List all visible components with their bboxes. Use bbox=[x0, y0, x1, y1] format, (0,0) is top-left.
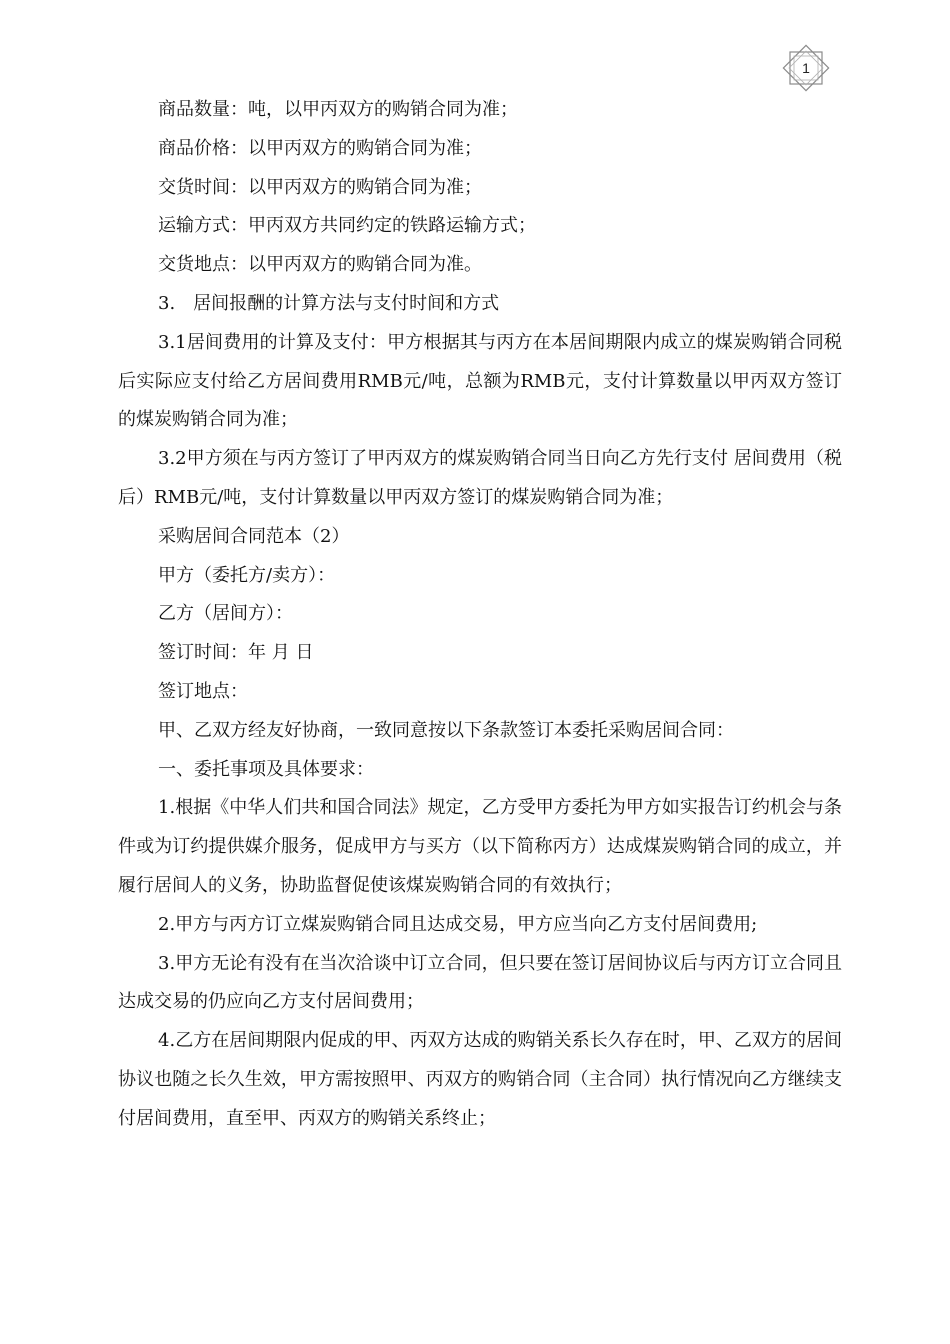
page-number: 1 bbox=[802, 60, 810, 76]
paragraph: 甲、乙双方经友好协商，一致同意按以下条款签订本委托采购居间合同： bbox=[158, 719, 734, 741]
paragraph: 运输方式：甲丙双方共同约定的铁路运输方式； bbox=[158, 215, 536, 237]
paragraph: 商品价格：以甲丙双方的购销合同为准； bbox=[158, 137, 482, 159]
paragraph: 3.1居间费用的计算及支付：甲方根据其与丙方在本居间期限内成立的煤炭购销合同税后实际应支付给乙方居间费用RMB元/吨，总额为RMB元，支付计算数量以甲丙双方签订的煤炭购销合同为准； bbox=[118, 331, 842, 431]
signing-place-line: 签订地点： bbox=[158, 680, 248, 702]
document-title: 采购居间合同范本（2） bbox=[158, 525, 350, 547]
paragraph: 商品数量：吨，以甲丙双方的购销合同为准； bbox=[158, 99, 518, 120]
clause: 2.甲方与丙方订立煤炭购销合同且达成交易，甲方应当向乙方支付居间费用; bbox=[158, 913, 758, 935]
party-b-line: 乙方（居间方）： bbox=[158, 603, 293, 625]
clause: 4.乙方在居间期限内促成的甲、丙双方达成的购销关系长久存在时，甲、乙双方的居间协议也随之长久生效，甲方需按照甲、丙双方的购销合同（主合同）执行情况向乙方继续支付居间费用，直至甲、丙双方的购销关系终止； bbox=[118, 1030, 842, 1129]
paragraph: 交货地点：以甲丙双方的购销合同为准。 bbox=[158, 254, 482, 276]
clause: 3.甲方无论有没有在当次洽谈中订立合同，但只要在签订居间协议后与丙方订立合同且达成交易的仍应向乙方支付居间费用； bbox=[118, 952, 842, 1013]
section-heading: 一、委托事项及具体要求： bbox=[158, 758, 374, 780]
paragraph: 交货时间：以甲丙双方的购销合同为准； bbox=[158, 176, 482, 198]
signing-date-line: 签订时间：年 月 日 bbox=[158, 642, 314, 664]
paragraph: 3.2甲方须在与丙方签订了甲丙双方的煤炭购销合同当日向乙方先行支付 居间费用（税后）RMB元/吨，支付计算数量以甲丙双方签订的煤炭购销合同为准； bbox=[118, 448, 842, 508]
page-number-badge bbox=[778, 40, 834, 96]
document-body bbox=[118, 91, 842, 1139]
section-heading: 3. 居间报酬的计算方法与支付时间和方式 bbox=[158, 292, 500, 314]
party-a-line: 甲方（委托方/卖方）： bbox=[158, 564, 336, 586]
clause: 1.根据《中华人们共和国合同法》规定，乙方受甲方委托为甲方如实报告订约机会与条件或为订约提供媒介服务，促成甲方与买方（以下简称丙方）达成煤炭购销合同的成立，并履行居间人的义务，协助监督促使该煤炭购销合同的有效执行； bbox=[118, 797, 842, 896]
